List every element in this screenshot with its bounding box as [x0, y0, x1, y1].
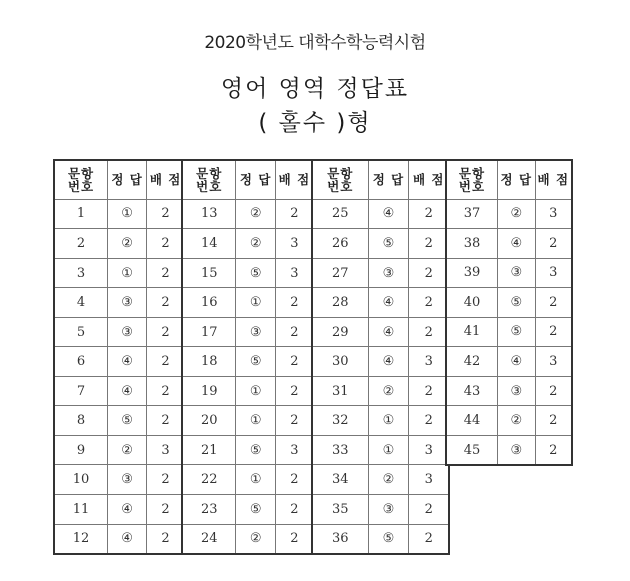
table-row	[313, 406, 448, 436]
column-header-answer: 정 답	[108, 161, 147, 199]
question-number: 27	[313, 258, 368, 288]
answer-value: ④	[108, 495, 147, 525]
points-value: 2	[275, 495, 313, 525]
table-row	[447, 199, 571, 229]
table-row	[55, 435, 184, 465]
table-row	[313, 317, 448, 347]
question-number: 11	[55, 495, 108, 525]
points-value: 2	[275, 347, 313, 377]
table-row	[313, 376, 448, 406]
column-header-answer: 정 답	[368, 161, 409, 199]
points-value: 2	[535, 376, 571, 406]
question-number: 26	[313, 229, 368, 259]
question-number: 35	[313, 495, 368, 525]
table-row	[55, 495, 184, 525]
answer-value: ④	[108, 347, 147, 377]
column-header-points: 배 점	[535, 161, 571, 199]
answer-value: ⑤	[498, 317, 536, 347]
points-value: 3	[535, 199, 571, 229]
answer-value: ④	[498, 347, 536, 377]
points-value: 2	[275, 465, 313, 495]
table-row	[55, 465, 184, 495]
question-number: 30	[313, 347, 368, 377]
points-value: 2	[147, 229, 184, 259]
answer-value: ③	[236, 317, 275, 347]
question-number: 41	[447, 317, 498, 347]
points-value: 2	[147, 258, 184, 288]
answer-value: ①	[236, 406, 275, 436]
answer-value: ⑤	[498, 288, 536, 318]
answer-value: ①	[108, 258, 147, 288]
question-number: 14	[183, 229, 236, 259]
table-row	[183, 199, 313, 229]
points-value: 3	[275, 435, 313, 465]
table-row	[55, 347, 184, 377]
points-value: 3	[409, 435, 448, 465]
question-number: 6	[55, 347, 108, 377]
points-value: 2	[275, 288, 313, 318]
question-number: 18	[183, 347, 236, 377]
points-value: 2	[147, 199, 184, 229]
answer-value: ②	[236, 524, 275, 553]
points-value: 2	[409, 229, 448, 259]
exam-title: 2020학년도 대학수학능력시험	[204, 33, 426, 53]
question-number: 10	[55, 465, 108, 495]
question-number: 17	[183, 317, 236, 347]
table-row	[447, 229, 571, 259]
answer-value: ④	[498, 229, 536, 259]
table-row	[55, 376, 184, 406]
points-value: 2	[535, 288, 571, 318]
points-value: 2	[409, 258, 448, 288]
answer-value: ②	[498, 199, 536, 229]
table-row	[183, 229, 313, 259]
question-number: 3	[55, 258, 108, 288]
section-title: 영어 영역 정답표	[220, 76, 410, 102]
answer-value: ④	[368, 347, 409, 377]
table-row	[55, 524, 184, 553]
points-value: 2	[535, 229, 571, 259]
answer-block-2	[181, 159, 315, 555]
answer-value: ③	[368, 258, 409, 288]
table-row	[55, 406, 184, 436]
table-row	[55, 258, 184, 288]
column-header-answer: 정 답	[498, 161, 536, 199]
points-value: 2	[147, 465, 184, 495]
question-number: 33	[313, 435, 368, 465]
answer-value: ⑤	[236, 258, 275, 288]
points-value: 2	[147, 317, 184, 347]
table-row	[313, 524, 448, 553]
question-number: 29	[313, 317, 368, 347]
points-value: 2	[409, 288, 448, 318]
answer-value: ④	[108, 524, 147, 553]
points-value: 2	[409, 495, 448, 525]
table-row	[55, 229, 184, 259]
table-row	[183, 258, 313, 288]
question-number: 9	[55, 435, 108, 465]
answer-value: ②	[108, 229, 147, 259]
answer-value: ②	[236, 199, 275, 229]
column-header-answer: 정 답	[236, 161, 275, 199]
answer-value: ②	[368, 465, 409, 495]
answer-value: ①	[236, 465, 275, 495]
question-number: 45	[447, 435, 498, 464]
question-number: 15	[183, 258, 236, 288]
question-number: 34	[313, 465, 368, 495]
points-value: 3	[275, 258, 313, 288]
form-type: ( 홀수 )형	[258, 110, 372, 136]
points-value: 2	[275, 199, 313, 229]
table-row	[183, 495, 313, 525]
points-value: 2	[275, 376, 313, 406]
answer-value: ②	[498, 406, 536, 436]
answer-value: ④	[368, 288, 409, 318]
question-number: 39	[447, 258, 498, 288]
question-number: 16	[183, 288, 236, 318]
table-row	[447, 347, 571, 377]
answer-value: ③	[368, 495, 409, 525]
points-value: 2	[409, 524, 448, 553]
points-value: 2	[409, 406, 448, 436]
answer-value: ⑤	[108, 406, 147, 436]
answer-value: ④	[368, 317, 409, 347]
points-value: 2	[147, 376, 184, 406]
points-value: 2	[147, 347, 184, 377]
points-value: 2	[535, 435, 571, 464]
points-value: 2	[147, 406, 184, 436]
answer-value: ②	[368, 376, 409, 406]
question-number: 2	[55, 229, 108, 259]
column-header-number: 문항 번호	[183, 161, 236, 199]
question-number: 32	[313, 406, 368, 436]
answer-value: ②	[108, 435, 147, 465]
table-row	[183, 376, 313, 406]
table-row	[313, 495, 448, 525]
table-row	[183, 435, 313, 465]
answer-value: ③	[498, 258, 536, 288]
answer-value: ⑤	[368, 524, 409, 553]
answer-value: ③	[498, 376, 536, 406]
table-row	[313, 347, 448, 377]
table-row	[447, 288, 571, 318]
table-row	[313, 288, 448, 318]
question-number: 37	[447, 199, 498, 229]
table-row	[183, 317, 313, 347]
table-row	[447, 435, 571, 464]
points-value: 2	[535, 406, 571, 436]
answer-value: ①	[108, 199, 147, 229]
points-value: 2	[147, 495, 184, 525]
answer-value: ⑤	[236, 347, 275, 377]
column-header-points: 배 점	[409, 161, 448, 199]
column-header-points: 배 점	[147, 161, 184, 199]
answer-value: ③	[108, 317, 147, 347]
table-row	[447, 317, 571, 347]
question-number: 12	[55, 524, 108, 553]
answer-value: ⑤	[236, 495, 275, 525]
points-value: 3	[409, 347, 448, 377]
table-row	[55, 288, 184, 318]
points-value: 3	[409, 465, 448, 495]
question-number: 36	[313, 524, 368, 553]
table-row	[313, 258, 448, 288]
question-number: 23	[183, 495, 236, 525]
points-value: 2	[409, 199, 448, 229]
table-row	[447, 376, 571, 406]
points-value: 2	[147, 288, 184, 318]
table-row	[313, 435, 448, 465]
question-number: 7	[55, 376, 108, 406]
answer-value: ①	[368, 435, 409, 465]
table-row	[183, 465, 313, 495]
answer-value: ①	[236, 376, 275, 406]
question-number: 22	[183, 465, 236, 495]
question-number: 20	[183, 406, 236, 436]
points-value: 2	[275, 317, 313, 347]
table-row	[447, 258, 571, 288]
table-row	[55, 317, 184, 347]
answer-value: ②	[236, 229, 275, 259]
table-row	[313, 465, 448, 495]
points-value: 3	[535, 258, 571, 288]
points-value: 2	[275, 524, 313, 553]
answer-value: ③	[498, 435, 536, 464]
question-number: 44	[447, 406, 498, 436]
question-number: 8	[55, 406, 108, 436]
answer-value: ③	[108, 288, 147, 318]
question-number: 40	[447, 288, 498, 318]
table-row	[183, 288, 313, 318]
table-row	[447, 406, 571, 436]
table-row	[183, 406, 313, 436]
table-row	[55, 199, 184, 229]
points-value: 2	[409, 317, 448, 347]
answer-value: ④	[368, 199, 409, 229]
points-value: 2	[147, 524, 184, 553]
question-number: 24	[183, 524, 236, 553]
question-number: 42	[447, 347, 498, 377]
points-value: 3	[535, 347, 571, 377]
question-number: 28	[313, 288, 368, 318]
question-number: 38	[447, 229, 498, 259]
table-row	[313, 199, 448, 229]
answer-value: ⑤	[236, 435, 275, 465]
column-header-number: 문항 번호	[55, 161, 108, 199]
points-value: 2	[275, 406, 313, 436]
points-value: 2	[535, 317, 571, 347]
question-number: 4	[55, 288, 108, 318]
answer-block-3	[311, 159, 450, 555]
answer-block-4	[445, 159, 573, 466]
answer-value: ③	[108, 465, 147, 495]
question-number: 43	[447, 376, 498, 406]
question-number: 21	[183, 435, 236, 465]
points-value: 3	[147, 435, 184, 465]
table-row	[183, 524, 313, 553]
answer-value: ①	[368, 406, 409, 436]
answer-value: ①	[236, 288, 275, 318]
column-header-points: 배 점	[275, 161, 313, 199]
column-header-number: 문항 번호	[447, 161, 498, 199]
table-row	[313, 229, 448, 259]
points-value: 2	[409, 376, 448, 406]
question-number: 1	[55, 199, 108, 229]
question-number: 5	[55, 317, 108, 347]
question-number: 25	[313, 199, 368, 229]
answer-value: ④	[108, 376, 147, 406]
question-number: 13	[183, 199, 236, 229]
points-value: 3	[275, 229, 313, 259]
question-number: 19	[183, 376, 236, 406]
question-number: 31	[313, 376, 368, 406]
table-row	[183, 347, 313, 377]
column-header-number: 문항 번호	[313, 161, 368, 199]
answer-value: ⑤	[368, 229, 409, 259]
answer-block-1	[53, 159, 186, 555]
